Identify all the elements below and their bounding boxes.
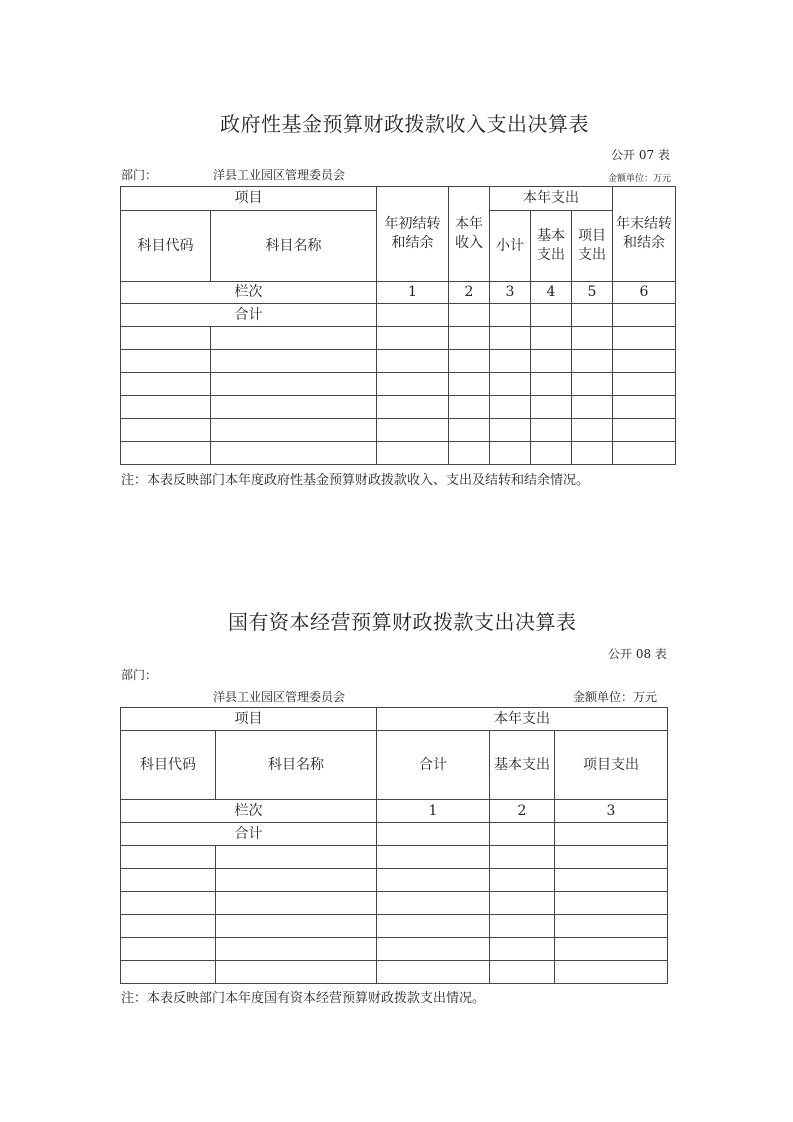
column-number: 6 xyxy=(613,282,676,304)
table-cell xyxy=(377,823,490,846)
table2-title: 国有资本经营预算财政拨款支出决算表 xyxy=(228,610,577,634)
table-row xyxy=(121,892,668,915)
header-basic-expense: 基本 支出 xyxy=(531,211,572,282)
table-cell xyxy=(490,823,555,846)
header-basic-expense: 基本支出 xyxy=(490,731,555,800)
total-row-label: 合计 xyxy=(121,304,377,327)
header-project: 项目 xyxy=(121,708,377,731)
table-row xyxy=(121,327,676,350)
header-year-expense: 本年支出 xyxy=(377,708,668,731)
table-row xyxy=(121,350,676,373)
header-project-expense: 项目支出 xyxy=(555,731,668,800)
table-cell xyxy=(555,823,668,846)
table1-unit: 金额单位：万元 xyxy=(608,174,672,184)
table-cell xyxy=(613,304,676,327)
column-row-label: 栏次 xyxy=(121,282,377,304)
header-project: 项目 xyxy=(121,187,377,211)
table-row xyxy=(121,938,668,961)
column-number: 3 xyxy=(490,282,531,304)
table-cell xyxy=(377,304,449,327)
table-row xyxy=(121,419,676,442)
table-row xyxy=(121,961,668,984)
total-row-label: 合计 xyxy=(121,823,377,846)
column-number: 3 xyxy=(555,800,668,823)
header-name: 科目名称 xyxy=(211,211,377,282)
table2-dept-name: 洋县工业园区管理委员会 xyxy=(213,690,346,704)
table-cell xyxy=(572,304,613,327)
table-row xyxy=(121,373,676,396)
column-number: 4 xyxy=(531,282,572,304)
table1-title: 政府性基金预算财政拨款收入支出决算表 xyxy=(220,112,589,136)
header-name: 科目名称 xyxy=(216,731,377,800)
table-row xyxy=(121,396,676,419)
table-row xyxy=(121,869,668,892)
column-row-label: 栏次 xyxy=(121,800,377,823)
header-code: 科目代码 xyxy=(121,211,211,282)
table-cell xyxy=(449,304,490,327)
header-year-expense: 本年支出 xyxy=(490,187,613,211)
header-project-expense: 项目 支出 xyxy=(572,211,613,282)
table1-note: 注：本表反映部门本年度政府性基金预算财政拨款收入、支出及结转和结余情况。 xyxy=(121,473,590,488)
column-number: 5 xyxy=(572,282,613,304)
header-code: 科目代码 xyxy=(121,731,216,800)
table-cell xyxy=(490,304,531,327)
column-number: 1 xyxy=(377,800,490,823)
table2-dept-label: 部门： xyxy=(121,668,158,682)
header-year-income: 本年 收入 xyxy=(449,187,490,282)
table-cell xyxy=(531,304,572,327)
table2-note: 注：本表反映部门本年度国有资本经营预算财政拨款支出情况。 xyxy=(121,991,486,1006)
table2-form-number: 公开 08 表 xyxy=(608,647,667,661)
table1-form-number: 公开 07 表 xyxy=(611,148,670,162)
header-begin-balance: 年初结转 和结余 xyxy=(377,187,449,282)
column-number: 1 xyxy=(377,282,449,304)
table-row xyxy=(121,442,676,465)
column-number: 2 xyxy=(490,800,555,823)
table1-grid xyxy=(120,186,676,465)
table1-dept-name: 洋县工业园区管理委员会 xyxy=(213,168,346,182)
table-row xyxy=(121,915,668,938)
header-total: 合计 xyxy=(377,731,490,800)
header-end-balance: 年末结转 和结余 xyxy=(613,187,676,282)
column-number: 2 xyxy=(449,282,490,304)
table2-grid xyxy=(120,707,668,984)
table2-unit: 金额单位：万元 xyxy=(573,690,658,704)
table-row xyxy=(121,846,668,869)
table1-dept-label: 部门： xyxy=(121,168,158,182)
header-subtotal: 小计 xyxy=(490,211,531,282)
